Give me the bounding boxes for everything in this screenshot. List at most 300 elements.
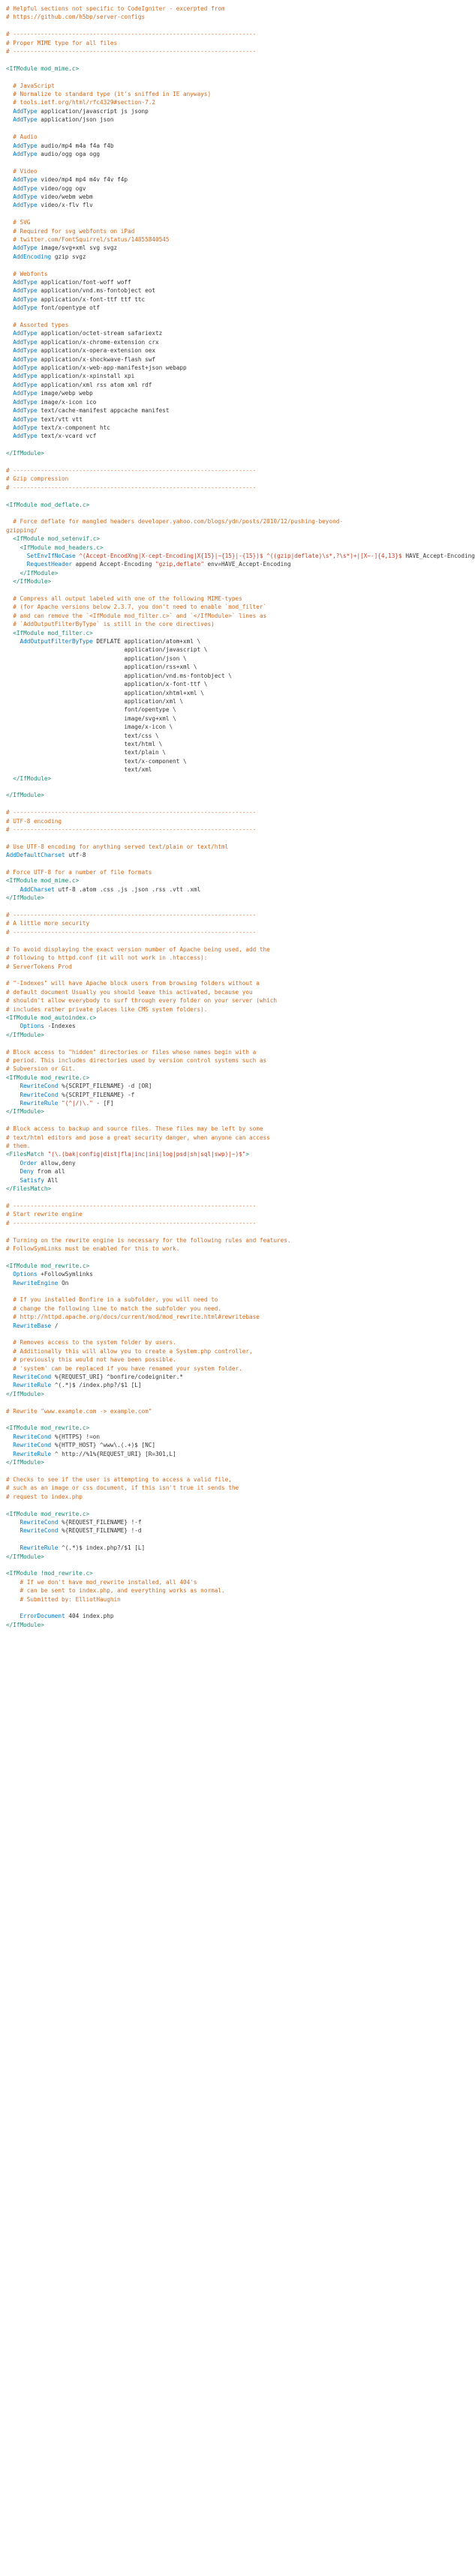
code-token-tag: </IfModule>	[6, 1459, 44, 1466]
code-token-text: audio/mp4 m4a f4a f4b	[37, 142, 114, 149]
code-line	[6, 1245, 450, 1253]
code-token-tag: </IfModule>	[20, 569, 59, 577]
code-token-text	[6, 1280, 13, 1287]
code-token-comment: # `AddOutputFilterByType` is still in the core directives)	[13, 621, 215, 628]
code-token-text	[6, 407, 13, 414]
code-token-directive: Options	[13, 1271, 38, 1278]
code-line	[6, 406, 450, 415]
code-token-comment: # A little more security	[6, 920, 90, 927]
code-token-comment: # ----------------------------------------------------------------------	[6, 928, 257, 936]
code-token-directive: AddType	[13, 184, 38, 192]
code-token-comment: # Subversion or Git.	[6, 1065, 76, 1073]
code-token-comment: # Submitted by: ElliotHaughin	[20, 1595, 121, 1603]
code-token-text	[6, 193, 13, 200]
code-token-text: %{HTTPS} !=on	[51, 1433, 100, 1440]
code-token-text	[6, 91, 13, 97]
code-token-text	[6, 304, 13, 311]
code-line	[6, 1466, 450, 1475]
code-token-directive: RewriteCond	[13, 1442, 52, 1449]
code-line	[6, 919, 450, 927]
code-token-comment: # Normalize to standard type (it's sniffed in IE anyways)	[13, 91, 212, 98]
code-token-comment: # includes rather private places like CMS system folders).	[6, 1005, 208, 1013]
code-token-comment: # can be sent to index.php, and everything works as normal.	[20, 1587, 225, 1595]
code-line	[6, 235, 450, 244]
code-line	[6, 4, 450, 13]
code-line	[6, 304, 450, 312]
code-token-text	[6, 287, 13, 294]
code-token-text	[6, 151, 13, 157]
code-token-tag: <IfModule mod_deflate.c>	[6, 501, 90, 508]
code-token-comment: # Helpful sections not specific to CodeIgniter - excerpted from	[6, 5, 225, 12]
code-line	[6, 1150, 450, 1158]
code-token-text: video/ogg ogv	[37, 184, 86, 192]
code-line	[6, 244, 450, 252]
code-line	[6, 1330, 450, 1338]
code-token-directive: AddOutputFilterByType	[20, 638, 93, 645]
code-line	[6, 227, 450, 235]
code-line	[6, 928, 450, 936]
code-token-text: text/cache-manifest appcache manifest	[37, 407, 170, 415]
code-token-text	[6, 339, 13, 346]
code-token-text	[6, 116, 13, 123]
code-line	[6, 355, 450, 364]
code-line	[6, 253, 450, 261]
code-token-directive: AddType	[13, 355, 38, 363]
code-line	[6, 475, 450, 483]
code-token-comment: # tools.ietf.org/html/rfc4329#section-7.2	[13, 99, 156, 106]
code-token-tag: <IfModule mod_rewrite.c>	[6, 1074, 90, 1081]
code-line	[6, 1458, 450, 1466]
code-token-directive: Order	[20, 1159, 38, 1167]
code-token-text	[6, 1160, 20, 1167]
code-line	[6, 526, 450, 535]
code-line	[6, 501, 450, 509]
code-token-directive: AddType	[13, 107, 38, 115]
code-token-comment: # JavaScript	[13, 82, 55, 89]
code-line	[6, 637, 450, 645]
code-token-text: %{SCRIPT_FILENAME} -d [OR]	[58, 1083, 152, 1090]
code-line	[6, 705, 450, 714]
code-line	[6, 680, 450, 688]
code-token-tag: </IfModule>	[6, 792, 44, 799]
code-token-directive: AddType	[13, 364, 38, 372]
code-line	[6, 1048, 450, 1056]
code-token-directive: RewriteRule	[13, 1450, 52, 1457]
code-token-text: image/svg+xml svg svgz	[37, 244, 118, 252]
code-token-comment: # following to httpd.conf (it will not work in .htaccess):	[6, 954, 208, 962]
code-token-directive: RewriteBase	[13, 1322, 52, 1329]
code-token-directive: RewriteCond	[20, 1527, 59, 1535]
code-line	[6, 13, 450, 21]
code-line	[6, 1014, 450, 1022]
code-line	[6, 552, 475, 560]
code-token-comment: # Turning on the rewrite engine is necessary for the following rules and features.	[6, 1236, 291, 1244]
code-token-text	[6, 219, 13, 226]
code-token-tag: </IfModule>	[6, 1553, 44, 1560]
code-token-text	[6, 433, 13, 439]
code-token-comment: # Proper MIME type for all files	[6, 39, 118, 46]
code-line	[6, 39, 450, 47]
code-line	[6, 885, 450, 894]
code-line	[6, 1056, 450, 1065]
code-line	[6, 364, 450, 372]
code-token-tag: </IfModule>	[6, 1108, 44, 1116]
code-line	[6, 808, 450, 816]
code-line	[6, 47, 450, 55]
code-token-directive: RewriteCond	[13, 1433, 52, 1440]
code-line	[6, 1518, 450, 1526]
code-token-text	[6, 518, 13, 525]
code-token-directive: AddType	[13, 407, 38, 415]
code-token-text	[6, 1527, 20, 1534]
code-token-text	[6, 1100, 20, 1107]
code-line	[6, 313, 450, 321]
code-token-tag: </IfModule>	[6, 1621, 44, 1628]
code-token-text	[6, 356, 13, 363]
code-line	[6, 860, 450, 868]
code-token-text: ^(.*)$ index.php?/$1 [L]	[58, 1544, 146, 1552]
code-token-comment: # ----------------------------------------------------------------------	[6, 912, 257, 919]
code-token-text	[6, 1596, 20, 1603]
code-token-comment: # ----------------------------------------------------------------------	[6, 809, 257, 816]
code-token-tag: <IfModule mod_rewrite.c>	[6, 1262, 90, 1269]
code-token-text	[6, 1382, 13, 1388]
code-token-comment: # 'system' can be replaced if you have renamed your system folder.	[13, 1364, 242, 1372]
code-line	[6, 64, 450, 73]
code-line	[6, 586, 450, 595]
code-line	[6, 466, 450, 475]
code-line	[6, 98, 450, 106]
code-line	[6, 654, 450, 663]
code-line	[6, 723, 450, 731]
code-token-text: application/x-opera-extension oex	[37, 347, 156, 355]
code-token-comment: # text/html editors and pose a great security danger, when anyone can access	[6, 1134, 270, 1141]
code-line	[6, 1031, 450, 1039]
code-line	[6, 1219, 450, 1227]
code-line	[6, 424, 450, 432]
code-token-tag: </IfModule>	[13, 774, 52, 782]
code-line	[6, 218, 450, 226]
code-token-text	[6, 279, 13, 286]
code-line	[6, 1407, 450, 1415]
code-line	[6, 1381, 450, 1389]
code-line	[6, 270, 450, 278]
code-line	[6, 372, 450, 380]
code-token-text: text/x-component htc	[37, 424, 110, 431]
code-line	[6, 1313, 450, 1321]
code-token-text	[6, 108, 13, 115]
code-token-text: application/x-web-app-manifest+json webapp	[37, 364, 187, 372]
code-line	[6, 158, 450, 166]
code-line	[6, 1227, 450, 1236]
code-line	[6, 449, 450, 457]
code-token-comment: # default document Usually you should leave this activated, because you	[6, 988, 253, 996]
code-token-text: +FollowSymlinks	[37, 1271, 93, 1278]
code-line	[6, 979, 450, 987]
code-token-text	[6, 1305, 13, 1312]
code-line	[6, 663, 450, 671]
code-line	[6, 1475, 450, 1484]
code-line	[6, 1295, 450, 1304]
code-line	[6, 697, 450, 705]
code-line	[6, 1510, 450, 1518]
code-line	[6, 1373, 450, 1381]
code-line	[6, 517, 450, 526]
code-token-text	[6, 570, 20, 577]
code-token-text: from all	[34, 1168, 65, 1176]
code-line	[6, 936, 450, 945]
code-token-comment: # Force UTF-8 for a number of file formats	[6, 869, 152, 876]
code-line	[6, 988, 450, 996]
code-token-directive: AddType	[13, 390, 38, 397]
code-line	[6, 1501, 450, 1509]
code-token-comment: # "-Indexes" will have Apache block users from browsing folders without a	[6, 980, 260, 987]
code-token-directive: AddType	[13, 433, 38, 440]
code-token-directive: RewriteCond	[20, 1091, 59, 1098]
code-token-comment: # ----------------------------------------------------------------------	[6, 466, 257, 474]
code-line	[6, 1125, 450, 1133]
code-token-text	[6, 399, 13, 406]
code-token-comment: # https://github.com/h5bp/server-configs	[6, 13, 146, 21]
code-line	[6, 201, 450, 209]
code-token-tag: <IfModule !mod_rewrite.c>	[6, 1570, 93, 1577]
code-line	[6, 1355, 450, 1364]
code-token-text	[6, 544, 20, 551]
code-line	[6, 825, 450, 834]
code-line	[6, 55, 450, 64]
code-line	[6, 492, 450, 500]
code-line	[6, 1535, 450, 1544]
code-line	[6, 124, 450, 133]
code-line	[6, 1107, 450, 1116]
code-token-text: application/vnd.ms-fontobject eot	[37, 287, 156, 295]
code-line	[6, 569, 450, 577]
code-token-comment: # such as an image or css document, if this isn't true it sends the	[6, 1484, 239, 1492]
code-token-text: text/html \	[6, 740, 163, 747]
code-token-text: %{SCRIPT_FILENAME} -f	[58, 1091, 135, 1098]
code-line	[6, 115, 450, 124]
code-token-comment: # To avoid displaying the exact version number of Apache being used, add the	[6, 945, 270, 953]
code-token-text: On	[58, 1279, 69, 1287]
code-token-text	[6, 1356, 13, 1363]
code-line	[6, 458, 450, 466]
code-line	[6, 1493, 450, 1501]
code-line	[6, 295, 450, 304]
code-line	[6, 1065, 450, 1073]
code-line	[6, 1270, 450, 1278]
code-line	[6, 843, 450, 851]
code-line	[6, 484, 450, 492]
code-line	[6, 1091, 450, 1099]
code-line	[6, 432, 450, 440]
code-token-string: ^(Accept-EncodXng|X-cept-Encoding|X{15}|~{15}|-{15})$	[79, 553, 263, 559]
code-token-text	[6, 1373, 13, 1380]
code-token-directive: AddType	[13, 244, 38, 252]
code-line	[6, 765, 450, 774]
code-line	[6, 1364, 450, 1373]
code-token-comment: # Webfonts	[13, 270, 48, 277]
code-token-tag: </IfModule>	[6, 894, 44, 902]
code-token-comment: # Assorted types	[13, 322, 69, 329]
code-token-text: application/x-font-ttf ttf ttc	[37, 295, 146, 303]
code-token-directive: AddCharset	[20, 885, 55, 893]
code-line	[6, 1450, 450, 1458]
code-token-text	[6, 133, 13, 140]
code-token-directive: RewriteRule	[13, 1382, 52, 1389]
code-token-directive: Options	[20, 1023, 44, 1030]
code-line	[6, 740, 450, 748]
code-token-text: application/xhtml+xml \	[6, 689, 204, 696]
code-token-comment: # ----------------------------------------------------------------------	[6, 1219, 257, 1227]
code-token-text	[6, 382, 13, 388]
code-token-directive: RewriteRule	[20, 1544, 59, 1552]
code-token-text	[6, 1544, 20, 1551]
code-token-comment: # period. This includes directories used by version control systems such as	[6, 1056, 267, 1064]
code-line	[6, 1134, 450, 1142]
code-token-text: image/svg+xml \	[6, 714, 176, 722]
code-token-text	[6, 1322, 13, 1329]
code-line	[6, 286, 450, 295]
code-token-string: ^((gzip|deflate)\s*,?\s*)+|[X~-]{4,13}$	[266, 553, 402, 559]
code-token-tag: <IfModule mod_setenvif.c>	[13, 535, 100, 543]
code-token-directive: ErrorDocument	[20, 1613, 65, 1620]
code-token-text	[6, 244, 13, 251]
code-token-comment: # Rewrite "www.example.com -> example.com"	[6, 1407, 152, 1415]
code-line	[6, 800, 450, 808]
code-token-directive: AddType	[13, 347, 38, 355]
code-token-comment: # them.	[6, 1143, 31, 1150]
code-token-directive: RewriteCond	[20, 1083, 59, 1090]
code-token-text	[6, 1451, 13, 1457]
code-token-tag: </IfModule>	[6, 1390, 44, 1397]
code-line	[6, 612, 450, 620]
code-token-text	[6, 168, 13, 175]
code-line	[6, 261, 450, 269]
code-token-text: %{REQUEST_URI} ^bonfire/codeigniter.*	[51, 1373, 184, 1380]
code-token-text	[6, 424, 13, 431]
code-line	[6, 774, 450, 783]
code-token-comment: # Checks to see if the user is attempting to access a valid file,	[6, 1475, 232, 1483]
code-token-tag: <IfModule mod_mime.c>	[6, 877, 80, 885]
code-token-directive: Deny	[20, 1168, 35, 1176]
code-line	[6, 620, 450, 628]
code-token-tag: <FilesMatch	[6, 1151, 44, 1158]
code-token-tag: <IfModule mod_rewrite.c>	[6, 1510, 90, 1517]
code-token-directive: RewriteRule	[20, 1100, 59, 1107]
code-line	[6, 1193, 450, 1201]
code-line	[6, 184, 450, 193]
code-token-comment: # ----------------------------------------------------------------------	[6, 826, 257, 833]
code-token-text	[6, 553, 27, 559]
code-token-text: application/x-font-ttf \	[6, 681, 208, 688]
code-token-text	[6, 330, 13, 337]
code-line	[6, 1390, 450, 1398]
code-token-tag: </IfModule>	[13, 578, 52, 586]
code-line	[6, 714, 450, 723]
code-token-text: image/webp webp	[37, 390, 93, 397]
code-token-directive: AddType	[13, 176, 38, 184]
code-line	[6, 868, 450, 876]
code-token-text	[6, 1613, 20, 1619]
code-line	[6, 954, 450, 962]
code-token-comment: # Additionally this will allow you to create a System.php controller,	[13, 1347, 253, 1355]
code-token-text	[6, 561, 27, 568]
code-line	[6, 1595, 450, 1604]
code-token-text	[6, 1365, 13, 1372]
code-token-text	[6, 1519, 20, 1526]
code-line	[6, 30, 450, 38]
code-token-text	[6, 347, 13, 354]
code-token-text: append Accept-Encoding	[71, 561, 156, 568]
code-token-comment: # Video	[13, 167, 38, 175]
code-token-text	[6, 1271, 13, 1278]
code-token-text: application/rss+xml \	[6, 663, 197, 671]
code-token-text: DEFLATE application/atom+xml \	[92, 638, 201, 645]
code-token-text: utf-8 .atom .css .js .json .rss .vtt .xml	[54, 885, 201, 893]
code-token-text: text/x-component \	[6, 757, 187, 765]
code-line	[6, 1005, 450, 1014]
code-line	[6, 544, 450, 552]
code-token-text	[6, 1168, 20, 1175]
code-token-text: text/xml	[6, 766, 152, 774]
code-token-text	[6, 176, 13, 183]
code-line	[6, 338, 450, 346]
code-token-comment: # (for Apache versions below 2.3.7, you don't need to enable `mod_filter`	[13, 604, 267, 611]
code-token-comment: # Removes access to the system folder by users.	[13, 1339, 176, 1346]
code-token-text: font/opentype otf	[37, 304, 100, 312]
code-token-text	[6, 390, 13, 397]
code-line	[6, 1167, 450, 1176]
code-line	[6, 1142, 450, 1150]
code-token-text: application/font-woff woff	[37, 279, 131, 286]
code-token-directive: AddEncoding	[13, 253, 52, 260]
code-line	[6, 1099, 450, 1107]
code-line	[6, 595, 450, 603]
code-token-text: application/json \	[6, 654, 187, 662]
code-line	[6, 1561, 450, 1569]
code-line	[6, 329, 450, 337]
code-token-comment: # change the following line to match the subfolder you need.	[13, 1304, 221, 1312]
code-token-string: "(\.(bak|config|dist|fla|inc|ini|log|psd|sh|sql|swp)|~)$"	[47, 1151, 246, 1158]
code-token-directive: AddType	[13, 150, 38, 157]
code-line	[6, 107, 450, 115]
code-token-comment: gzipping/	[6, 526, 38, 534]
code-token-directive: RequestHeader	[26, 561, 72, 568]
code-token-text	[6, 630, 13, 637]
code-line	[6, 1322, 450, 1330]
code-line	[6, 1586, 450, 1595]
code-token-comment: # Gzip compression	[6, 475, 69, 483]
code-line	[6, 1338, 450, 1346]
code-token-text: allow,deny	[37, 1159, 76, 1167]
code-line	[6, 1347, 450, 1355]
code-line	[6, 1415, 450, 1424]
code-token-comment: # Force deflate for mangled headers developer.yahoo.com/blogs/ydn/posts/2010/12/pushing-beyond-	[13, 518, 343, 526]
code-line	[6, 971, 450, 979]
code-token-text	[6, 638, 20, 645]
code-line	[6, 1544, 450, 1552]
code-token-text: audio/ogg oga ogg	[37, 150, 100, 157]
code-token-comment: # previously this would not have been possible.	[13, 1356, 176, 1364]
code-token-tag: >	[245, 1151, 250, 1158]
code-token-text	[6, 271, 13, 277]
code-token-comment: # Start rewrite engine	[6, 1211, 83, 1218]
code-token-text	[6, 364, 13, 371]
code-token-tag: <IfModule mod_mime.c>	[6, 64, 80, 72]
code-token-directive: AddType	[13, 381, 38, 388]
code-token-text	[6, 1313, 13, 1320]
code-token-text	[6, 1433, 13, 1440]
